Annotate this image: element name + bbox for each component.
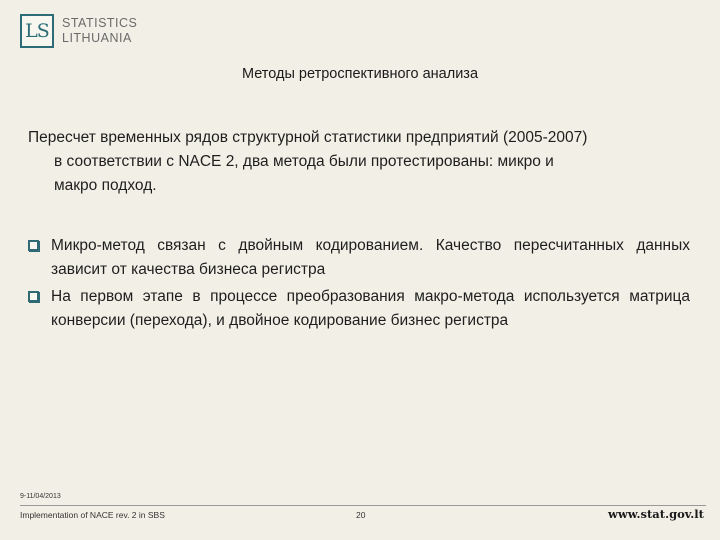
footer-date: 9-11/04/2013 xyxy=(20,493,61,500)
bullet-item xyxy=(28,285,690,333)
bullet-term: Микро-метод xyxy=(51,237,145,254)
macro-term: макро xyxy=(54,177,98,194)
bullet-item xyxy=(28,234,690,282)
intro-paragraph xyxy=(28,126,688,198)
intro-line-1: Пересчет временных рядов структурной статистики предприятий (2005-2007) xyxy=(28,129,588,146)
bullet-term: макро-метода xyxy=(414,288,515,305)
footer-website: www.stat.gov.lt xyxy=(607,507,704,521)
checkbox-bullet-icon xyxy=(28,240,39,251)
logo xyxy=(20,14,137,48)
bullet-text xyxy=(51,234,690,282)
intro-line-3-text: подход. xyxy=(97,177,157,194)
intro-line-3 xyxy=(28,174,688,198)
logo-line-1: STATISTICS xyxy=(62,16,138,30)
bullet-body: используется матрица конверсии (перехода), и двойное кодирование бизнес регистра xyxy=(51,288,691,329)
bullet-text xyxy=(51,285,690,333)
bullet-prefix: На первом этапе в процессе преобразования xyxy=(51,288,415,305)
checkbox-bullet-icon xyxy=(28,291,39,302)
footer-caption: Implementation of NACE rev. 2 in SBS xyxy=(20,510,165,520)
intro-line-2 xyxy=(28,150,688,174)
logo-text xyxy=(62,16,137,46)
bullet-body: связан с двойным кодированием. Качество пересчитанных данных зависит от качества бизнеса регистра xyxy=(51,237,690,278)
logo-line-2: LITHUANIA xyxy=(62,31,132,45)
footer-divider xyxy=(20,505,706,506)
slide-title: Методы ретроспективного анализа xyxy=(241,66,479,82)
page-number: 20 xyxy=(356,510,366,520)
micro-term: микро xyxy=(497,153,541,170)
logo-mark: LS xyxy=(20,14,54,48)
bullet-list xyxy=(28,234,690,336)
intro-conjunction: и xyxy=(540,153,554,170)
intro-line-2-text: в соответствии с NACE 2, два метода были протестированы: xyxy=(54,153,498,170)
